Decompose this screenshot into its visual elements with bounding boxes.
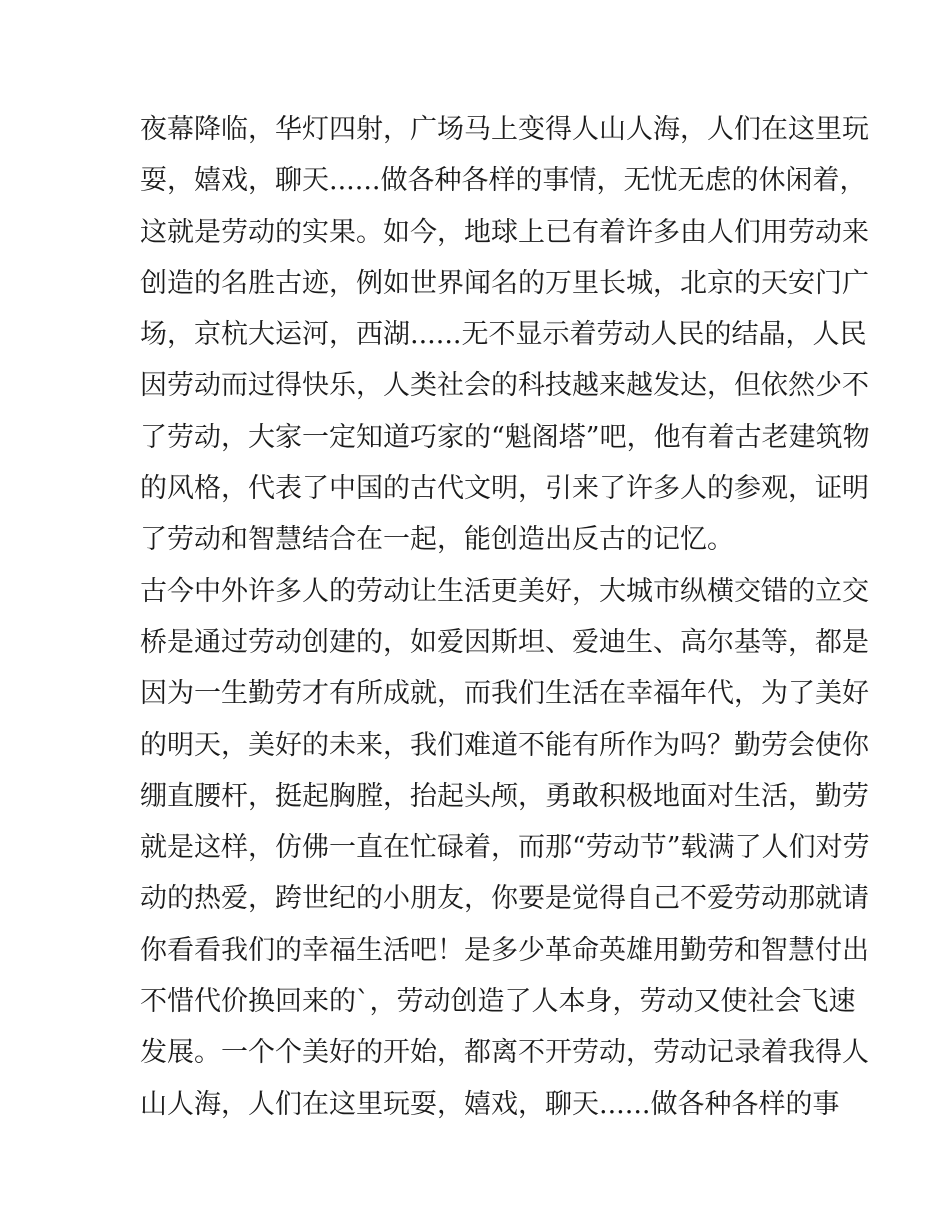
text-line: 就是这样，仿佛一直在忙碌着，而那“劳动节”载满了人们对劳 (140, 832, 870, 864)
text-line: 场，京杭大运河，西湖......无不显示着劳动人民的结晶，人民 (140, 319, 867, 351)
text-line: 了劳动和智慧结合在一起，能创造出反古的记忆。 (140, 524, 734, 556)
text-line: 因为一生勤劳才有所成就，而我们生活在幸福年代，为了美好 (140, 678, 869, 710)
text-line: 这就是劳动的实果。如今，地球上已有着许多由人们用劳动来 (140, 216, 869, 248)
essay-text (140, 104, 870, 1130)
text-line: 动的热爱，跨世纪的小朋友，你要是觉得自己不爱劳动那就请 (140, 883, 869, 915)
text-line: 创造的名胜古迹，例如世界闻名的万里长城，北京的天安门广 (140, 267, 869, 299)
text-line: 不惜代价换回来的`，劳动创造了人本身，劳动又使社会飞速 (140, 986, 856, 1018)
text-line: 发展。一个个美好的开始，都离不开劳动，劳动记录着我得人 (140, 1037, 869, 1069)
text-line: 了劳动，大家一定知道巧家的“魁阁塔”吧，他有着古老建筑物 (140, 421, 870, 453)
text-line: 你看看我们的幸福生活吧！是多少革命英雄用勤劳和智慧付出 (140, 934, 869, 966)
text-line: 的风格，代表了中国的古代文明，引来了许多人的参观，证明 (140, 473, 869, 505)
text-line: 山人海，人们在这里玩耍，嬉戏，聊天......做各种各样的事 (140, 1088, 840, 1120)
text-line: 绷直腰杆，挺起胸膛，抬起头颅，勇敢积极地面对生活，勤劳 (140, 780, 869, 812)
text-line: 夜幕降临，华灯四射，广场马上变得人山人海，人们在这里玩 (140, 114, 869, 145)
text-line: 的明天，美好的未来，我们难道不能有所作为吗？勤劳会使你 (140, 729, 869, 761)
text-line: 古今中外许多人的劳动让生活更美好，大城市纵横交错的立交 (140, 575, 869, 607)
text-line: 因劳动而过得快乐，人类社会的科技越来越发达，但依然少不 (140, 370, 869, 402)
text-line: 桥是通过劳动创建的，如爱因斯坦、爱迪生、高尔基等，都是 (140, 626, 869, 658)
text-line: 耍，嬉戏，聊天......做各种各样的事情，无忧无虑的休闲着， (140, 165, 867, 197)
